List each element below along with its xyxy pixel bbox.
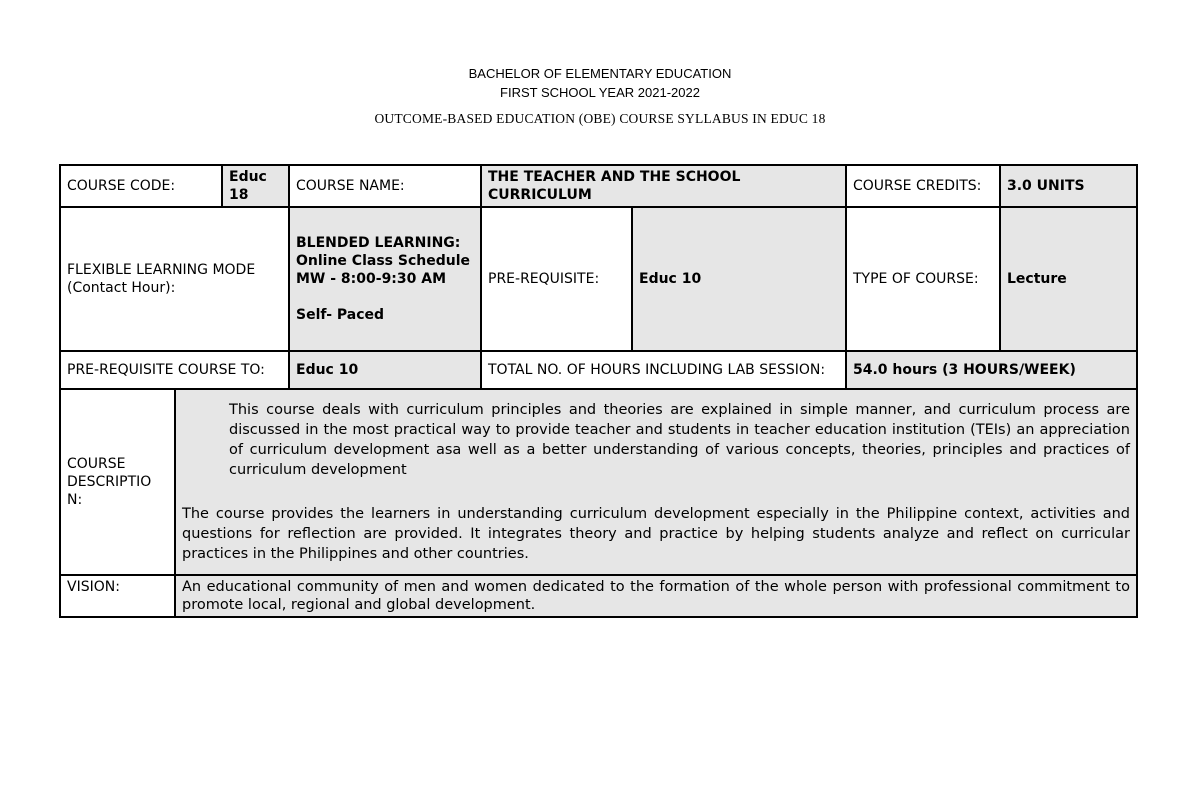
total-hours-label: TOTAL NO. OF HOURS INCLUDING LAB SESSION: [481, 351, 846, 389]
course-description-label: COURSE DESCRIPTIO N: [60, 389, 175, 575]
course-code-value: Educ 18 [222, 165, 289, 207]
course-type-label: TYPE OF COURSE: [846, 207, 1000, 351]
school-year: FIRST SCHOOL YEAR 2021-2022 [500, 85, 700, 100]
syllabus-title: OUTCOME-BASED EDUCATION (OBE) COURSE SYLLABUS IN EDUC 18 [374, 111, 826, 126]
online-class-schedule: Online Class Schedule MW - 8:00-9:30 AM [296, 253, 470, 287]
course-name-label: COURSE NAME: [289, 165, 481, 207]
description-paragraph-2: The course provides the learners in understanding curriculum development especially in the Philippine context, activities and questions for reflection are provided. It integrates theory and practice by helping students analyze and reflect on curricular practices in the Philippines and other countries. [182, 506, 1130, 562]
learning-mode-label: FLEXIBLE LEARNING MODE (Contact Hour): [60, 207, 289, 351]
self-paced: Self- Paced [296, 307, 385, 323]
prerequisite-to-label: PRE-REQUISITE COURSE TO: [60, 351, 289, 389]
course-credits-value: 3.0 UNITS [1000, 165, 1137, 207]
course-info-table [59, 164, 1138, 618]
vision-value: An educational community of men and women dedicated to the formation of the whole person with professional commitment to promote local, regional and global development. [175, 575, 1137, 617]
vision-label: VISION: [60, 575, 175, 617]
prerequisite-value: Educ 10 [632, 207, 846, 351]
course-credits-label: COURSE CREDITS: [846, 165, 1000, 207]
learning-mode-type: BLENDED LEARNING: [296, 235, 461, 251]
course-code-label: COURSE CODE: [60, 165, 222, 207]
prerequisite-to-value: Educ 10 [289, 351, 481, 389]
learning-mode-value [289, 207, 481, 351]
course-description-value [175, 389, 1137, 575]
course-name-value: THE TEACHER AND THE SCHOOL CURRICULUM [481, 165, 846, 207]
program-title: BACHELOR OF ELEMENTARY EDUCATION [468, 66, 732, 81]
total-hours-value: 54.0 hours (3 HOURS/WEEK) [846, 351, 1137, 389]
prerequisite-label: PRE-REQUISITE: [481, 207, 632, 351]
description-paragraph-1: This course deals with curriculum principles and theories are explained in simple manner, and curriculum process are discussed in the most practical way to provide teacher and students in teacher education institution (TEIs) an appreciation of curriculum development asa well as a better understanding of various concepts, theories, principles and practices of curriculum development [229, 402, 1130, 478]
course-type-value: Lecture [1000, 207, 1137, 351]
